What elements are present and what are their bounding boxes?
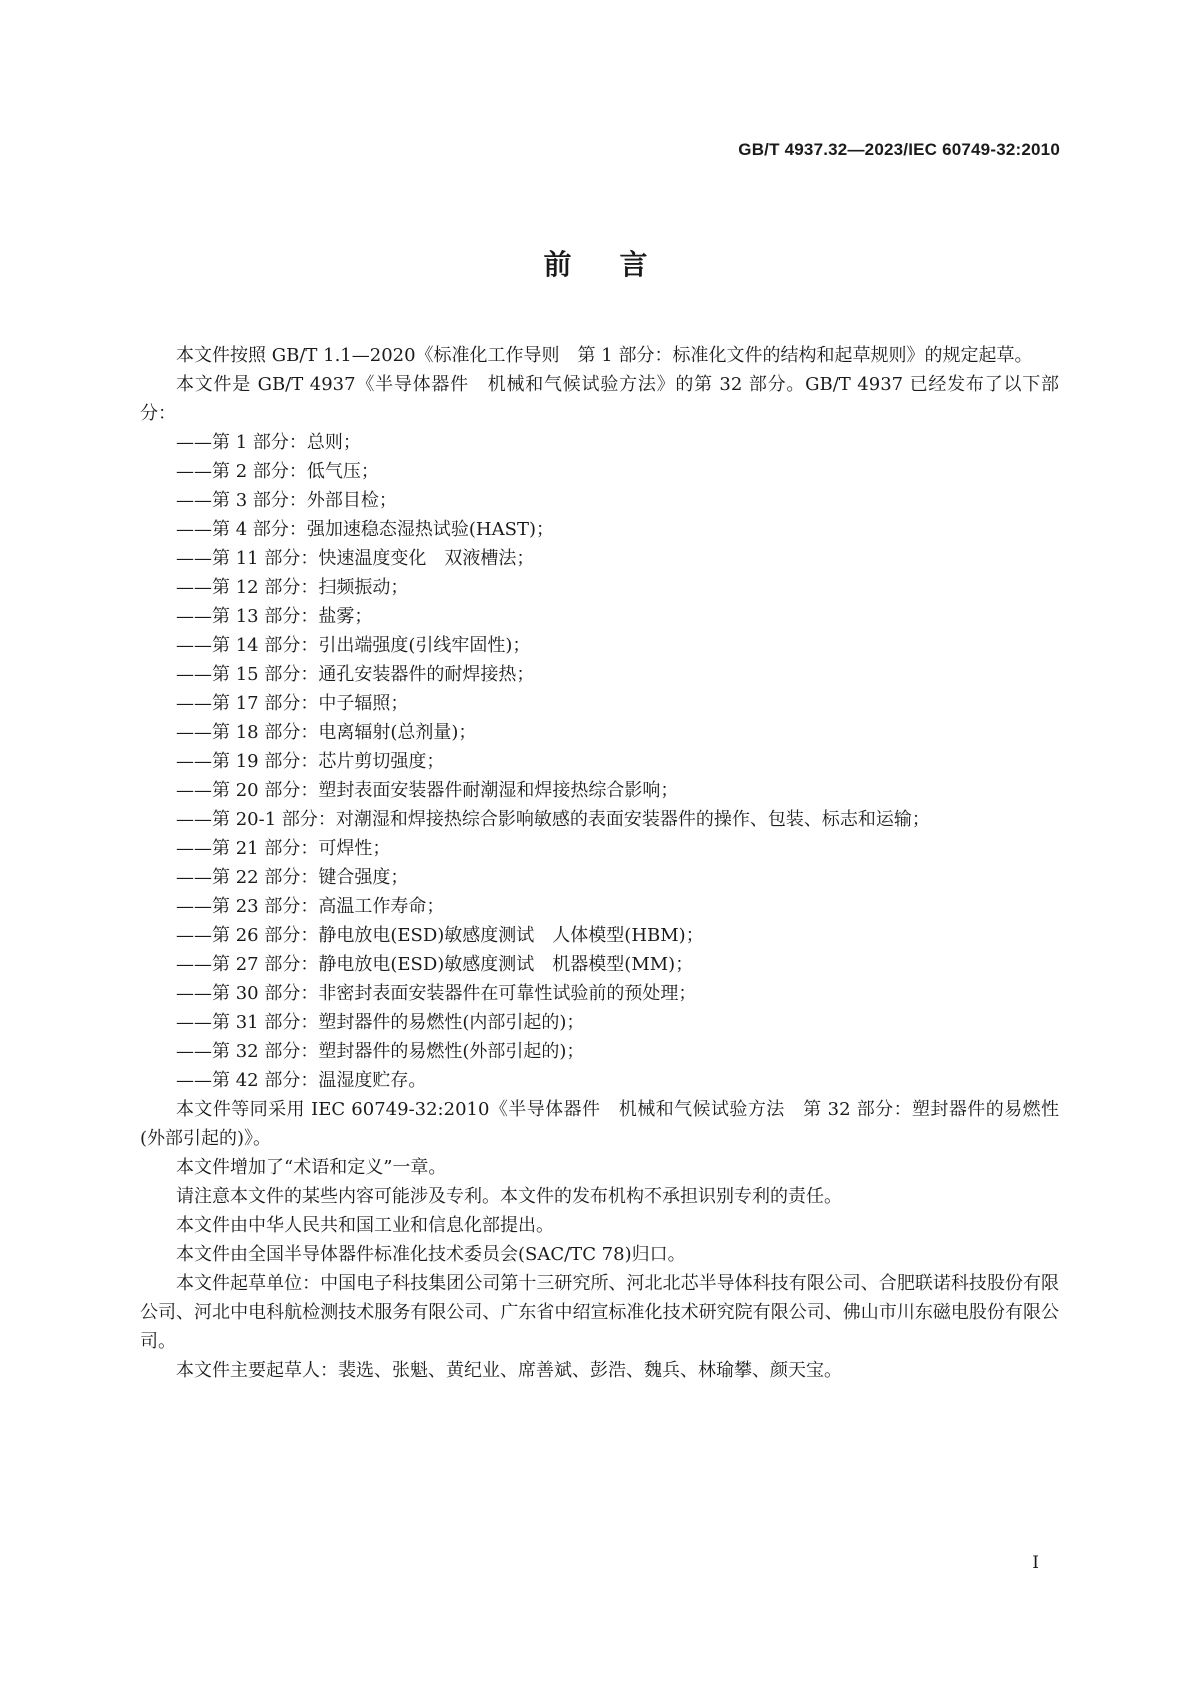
paragraph-drafting-units: 本文件起草单位：中国电子科技集团公司第十三研究所、河北北芯半导体科技有限公司、合肥联诺科技股份有限公司、河北中电科航检测技术服务有限公司、广东省中绍宣标准化技术研究院有限公司、佛山市川东磁电股份有限公司。 [140,1273,1059,1352]
part-label: 第 42 部分：温湿度贮存。 [212,1070,427,1091]
paragraph-drafting-rules: 本文件按照 GB/T 1.1—2020《标准化工作导则 第 1 部分：标准化文件的结构和起草规则》的规定起草。 [176,345,1033,366]
list-item [140,631,1059,660]
paragraph-adoption: 本文件等同采用 IEC 60749-32:2010《半导体器件 机械和气候试验方法 第 32 部分：塑封器件的易燃性(外部引起的)》。 [140,1099,1059,1149]
part-label: 第 17 部分：中子辐照； [212,693,409,714]
list-item [140,486,1059,515]
list-item [140,747,1059,776]
paragraph-drafters: 本文件主要起草人：裴选、张魁、黄纪业、席善斌、彭浩、魏兵、林瑜攀、颜天宝。 [176,1360,842,1381]
parts-list [140,428,1059,1095]
list-item [140,428,1059,457]
part-label: 第 4 部分：强加速稳态湿热试验(HAST)； [212,519,554,540]
list-dash: —— [176,751,212,772]
part-label: 第 13 部分：盐雾； [212,606,373,627]
list-item [140,805,1059,834]
standard-code: GB/T 4937.32—2023/IEC 60749-32:2010 [738,140,1060,159]
part-label: 第 19 部分：芯片剪切强度； [212,751,445,772]
part-label: 第 3 部分：外部目检； [212,490,397,511]
list-dash: —— [176,461,212,482]
list-item [140,515,1059,544]
part-label: 第 12 部分：扫频振动； [212,577,409,598]
part-label: 第 30 部分：非密封表面安装器件在可靠性试验前的预处理； [212,983,697,1004]
part-label: 第 14 部分：引出端强度(引线牢固性)； [212,635,531,656]
part-label: 第 31 部分：塑封器件的易燃性(内部引起的)； [212,1012,585,1033]
list-dash: —— [176,925,212,946]
list-dash: —— [176,635,212,656]
part-label: 第 26 部分：静电放电(ESD)敏感度测试 人体模型(HBM)； [212,925,704,946]
list-item [140,544,1059,573]
list-item [140,776,1059,805]
list-item [140,1008,1059,1037]
list-dash: —— [176,867,212,888]
paragraph-proposer: 本文件由中华人民共和国工业和信息化部提出。 [176,1215,554,1236]
list-dash: —— [176,954,212,975]
list-dash: —— [176,809,212,830]
list-item [140,1037,1059,1066]
list-dash: —— [176,1070,212,1091]
document-body [140,341,1059,1385]
part-label: 第 21 部分：可焊性； [212,838,391,859]
part-label: 第 15 部分：通孔安装器件的耐焊接热； [212,664,535,685]
list-dash: —— [176,432,212,453]
list-item [140,1066,1059,1095]
list-item [140,602,1059,631]
list-item [140,718,1059,747]
list-dash: —— [176,780,212,801]
list-dash: —— [176,1041,212,1062]
list-dash: —— [176,548,212,569]
page-number: I [1032,1553,1039,1573]
list-dash: —— [176,606,212,627]
part-label: 第 27 部分：静电放电(ESD)敏感度测试 机器模型(MM)； [212,954,694,975]
part-label: 第 18 部分：电离辐射(总剂量)； [212,722,477,743]
list-item [140,834,1059,863]
list-dash: —— [176,983,212,1004]
part-label: 第 2 部分：低气压； [212,461,379,482]
list-item [140,892,1059,921]
paragraph-committee: 本文件由全国半导体器件标准化技术委员会(SAC/TC 78)归口。 [176,1244,686,1265]
part-label: 第 1 部分：总则； [212,432,361,453]
part-label: 第 20-1 部分：对潮湿和焊接热综合影响敏感的表面安装器件的操作、包装、标志和运输； [212,809,930,830]
list-item [140,660,1059,689]
part-label: 第 11 部分：快速温度变化 双液槽法； [212,548,535,569]
list-item [140,573,1059,602]
part-label: 第 32 部分：塑封器件的易燃性(外部引起的)； [212,1041,585,1062]
list-item [140,689,1059,718]
list-dash: —— [176,693,212,714]
list-item [140,863,1059,892]
list-dash: —— [176,519,212,540]
list-dash: —— [176,490,212,511]
list-dash: —— [176,896,212,917]
list-item [140,950,1059,979]
paragraph-series-intro: 本文件是 GB/T 4937《半导体器件 机械和气候试验方法》的第 32 部分。GB/T 4937 已经发布了以下部分： [140,374,1059,424]
list-dash: —— [176,838,212,859]
part-label: 第 20 部分：塑封表面安装器件耐潮湿和焊接热综合影响； [212,780,679,801]
list-dash: —— [176,722,212,743]
list-dash: —— [176,664,212,685]
paragraph-added-chapter: 本文件增加了“术语和定义”一章。 [176,1157,447,1178]
page-title: 前言 [543,248,696,281]
list-item [140,921,1059,950]
list-dash: —— [176,1012,212,1033]
list-dash: —— [176,577,212,598]
list-item [140,457,1059,486]
list-item [140,979,1059,1008]
part-label: 第 22 部分：键合强度； [212,867,409,888]
paragraph-patent-notice: 请注意本文件的某些内容可能涉及专利。本文件的发布机构不承担识别专利的责任。 [176,1186,842,1207]
part-label: 第 23 部分：高温工作寿命； [212,896,445,917]
